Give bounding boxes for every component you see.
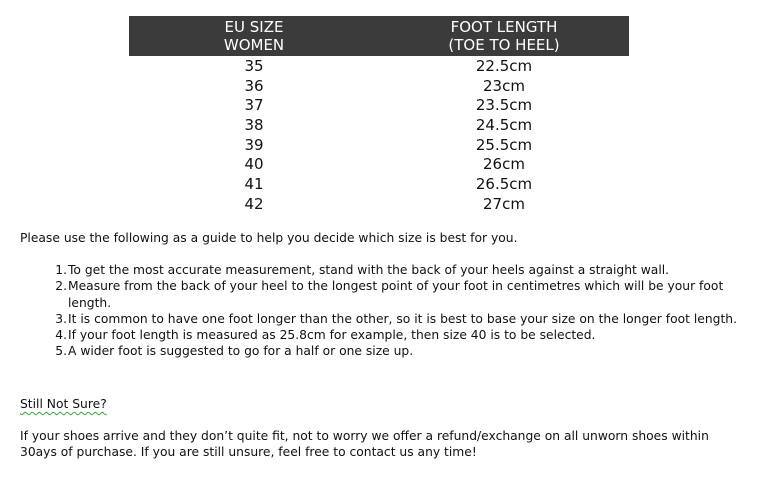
header-foot-length-line2: (TOE TO HEEL) — [448, 36, 560, 54]
foot-length-cell: 24.5cm — [475, 116, 533, 135]
list-item-number: 3. — [55, 311, 67, 326]
list-item-number: 5. — [55, 344, 67, 359]
list-item-number: 1. — [55, 263, 67, 277]
foot-length-cell: 23cm — [483, 76, 525, 95]
list-item — [20, 311, 740, 327]
list-item-text: It is common to have one foot longer than the other, so it is best to base your size on the longer foot length. — [68, 311, 737, 326]
table-row — [129, 96, 629, 116]
table-row — [129, 175, 629, 195]
table-row — [129, 155, 629, 175]
table-header — [129, 16, 629, 56]
eu-size-cell: 41 — [244, 175, 264, 194]
eu-size-cell: 35 — [244, 57, 264, 75]
list-item-text: If your foot length is measured as 25.8cm for example, then size 40 is to be selected. — [68, 328, 596, 343]
list-item-text: A wider foot is suggested to go for a half or one size up. — [68, 344, 414, 359]
measurement-guide-list — [20, 262, 740, 360]
refund-exchange-note: If your shoes arrive and they don’t quite fit, not to worry we offer a refund/exchange on all unworn shoes within 30ays of purchase. If you are still unsure, feel free to contact us any time! — [20, 429, 709, 460]
list-item — [20, 327, 740, 343]
list-item-number: 4. — [55, 328, 67, 343]
header-eu-size-line1: EU SIZE — [224, 18, 284, 36]
header-eu-size — [129, 16, 379, 56]
eu-size-cell: 42 — [244, 194, 264, 213]
header-foot-length — [379, 16, 629, 56]
table-body — [129, 57, 629, 215]
list-item-text: Measure from the back of your heel to the longest point of your foot in centimetres which will be your foot length. — [68, 279, 724, 310]
eu-size-cell: 38 — [244, 116, 264, 135]
foot-length-cell: 26cm — [483, 155, 525, 174]
list-item — [20, 262, 740, 278]
table-row — [129, 195, 629, 215]
eu-size-cell: 40 — [244, 155, 264, 174]
eu-size-cell: 39 — [244, 135, 264, 154]
eu-size-cell: 36 — [244, 76, 264, 95]
still-not-sure-heading: Still Not Sure? — [20, 397, 107, 411]
list-item-number: 2. — [55, 279, 67, 294]
foot-length-cell: 25.5cm — [475, 135, 533, 154]
header-eu-size-line2: WOMEN — [223, 36, 285, 54]
foot-length-cell: 27cm — [483, 194, 525, 213]
list-item-text: To get the most accurate measurement, stand with the back of your heels against a straight wall. — [68, 263, 670, 277]
eu-size-cell: 37 — [244, 96, 264, 115]
table-row — [129, 57, 629, 77]
table-row — [129, 77, 629, 97]
foot-length-cell: 26.5cm — [475, 175, 533, 194]
list-item — [20, 278, 740, 311]
table-row — [129, 136, 629, 156]
guide-intro: Please use the following as a guide to help you decide which size is best for you. — [20, 231, 518, 245]
size-chart-table — [129, 16, 629, 215]
foot-length-cell: 22.5cm — [475, 57, 533, 75]
header-foot-length-line1: FOOT LENGTH — [450, 18, 558, 36]
foot-length-cell: 23.5cm — [475, 96, 533, 115]
table-row — [129, 116, 629, 136]
list-item — [20, 343, 740, 359]
